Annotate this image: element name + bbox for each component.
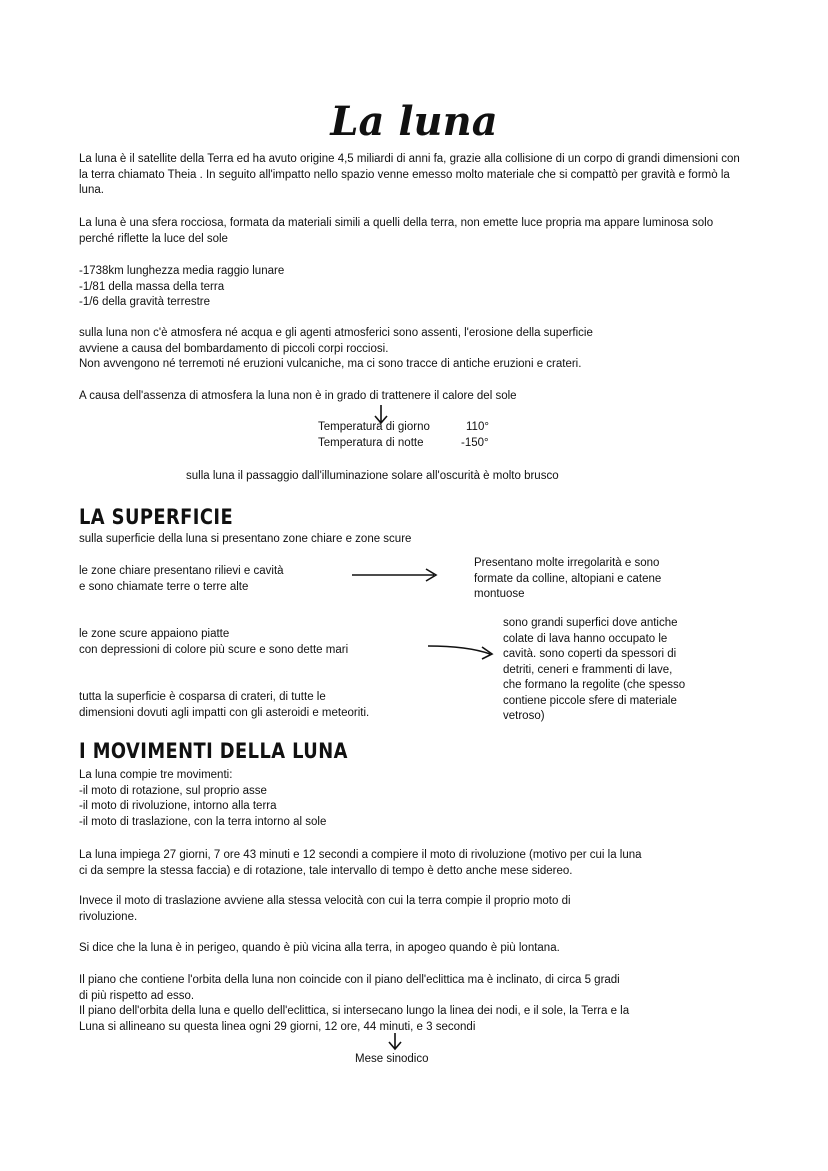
text-line: vetroso)	[503, 710, 545, 722]
list-item: -il moto di traslazione, con la terra intorno al sole	[79, 815, 327, 828]
temp-day-label: Temperatura di giorno	[318, 421, 430, 433]
page-title: La luna	[330, 98, 498, 145]
text-line: Non avvengono né terremoti né eruzioni vulcaniche, ma ci sono tracce di antiche eruzioni e crateri.	[79, 358, 582, 370]
text-line: colate di lava hanno occupato le	[503, 632, 668, 645]
intro-paragraph-heat: A causa dell'assenza di atmosfera la luna non è in grado di trattenere il calore del sole	[79, 390, 517, 402]
text-line: sulla luna non c'è atmosfera né acqua e gli agenti atmosferici sono assenti, l'erosione della superficie	[79, 327, 593, 339]
perigee-paragraph: Si dice che la luna è in perigeo, quando è più vicina alla terra, in apogeo quando è più lontana.	[79, 942, 560, 954]
text-line: Il piano dell'orbita della luna e quello dell'eclittica, si intersecano lungo la linea dei nodi, e il sole, la Terra e la	[79, 1005, 630, 1017]
temp-night-label: Temperatura di notte	[318, 436, 424, 449]
text-line: e sono chiamate terre o terre alte	[79, 580, 249, 593]
text-line: le zone chiare presentano rilievi e cavità	[79, 565, 284, 577]
text-line: Invece il moto di traslazione avviene alla stessa velocità con cui la terra compie il proprio moto di	[79, 895, 571, 907]
intro-paragraph-composition: La luna è una sfera rocciosa, formata da materiali simili a quelli della terra, non emette luce propria ma appare luminosa solo perché riflette la luce del sole	[79, 217, 714, 245]
temp-day-value: 110°	[466, 421, 489, 433]
orbit-paragraph	[79, 973, 749, 1035]
list-item: -il moto di rotazione, sul proprio asse	[79, 784, 267, 797]
fact-item: -1/81 della massa della terra	[79, 280, 225, 293]
text-line: avviene a causa del bombardamento di piccoli corpi rocciosi.	[79, 342, 389, 355]
synodic-month-label: Mese sinodico	[355, 1053, 429, 1065]
right-arrow-icon	[426, 641, 498, 661]
revolution-paragraph	[79, 848, 749, 879]
list-item: -il moto di rivoluzione, intorno alla terra	[79, 800, 277, 812]
right-arrow-icon	[350, 566, 442, 584]
text-line: La luna impiega 27 giorni, 7 ore 43 minuti e 12 secondi a compiere il moto di rivoluzione (motivo per cui la luna	[79, 849, 642, 861]
dark-zones-description	[79, 627, 429, 658]
text-line: che formano la regolite (che spesso	[503, 679, 686, 691]
text-line: contiene piccole sfere di materiale	[503, 694, 677, 707]
down-arrow-icon	[386, 1032, 404, 1052]
intro-paragraph-transition: sulla luna il passaggio dall'illuminazione solare all'oscurità è molto brusco	[186, 470, 559, 482]
fact-item: -1/6 della gravità terrestre	[79, 296, 211, 308]
text-line: rivoluzione.	[79, 910, 138, 923]
section-heading-movimenti: I MOVIMENTI DELLA LUNA	[79, 739, 348, 763]
intro-paragraph-atmosphere	[79, 326, 749, 373]
text-line: tutta la superficie è cosparsa di crateri, di tutte le	[79, 691, 326, 703]
text-line: dimensioni dovuti agli impatti con gli asteroidi e meteoriti.	[79, 706, 370, 719]
temperature-table	[318, 420, 578, 451]
translation-paragraph	[79, 894, 749, 925]
text-line: formate da colline, altopiani e catene	[474, 572, 662, 585]
text-line: di più rispetto ad esso.	[79, 989, 195, 1002]
craters-description	[79, 690, 459, 721]
fact-item: -1738km lunghezza media raggio lunare	[79, 265, 285, 277]
text-line: Il piano che contiene l'orbita della luna non coincide con il piano dell'eclittica ma è inclinato, di circa 5 gradi	[79, 974, 620, 986]
temp-night-value: -150°	[461, 436, 489, 449]
text-line: le zone scure appaiono piatte	[79, 628, 230, 640]
light-zones-description	[79, 564, 379, 595]
text-line: detriti, ceneri e frammenti di lave,	[503, 663, 673, 676]
text-line: ci da sempre la stessa faccia) e di rotazione, tale intervallo di tempo è detto anche mese sidereo.	[79, 864, 573, 877]
text-line: con depressioni di colore più scure e sono dette mari	[79, 643, 349, 656]
text-line: La luna compie tre movimenti:	[79, 769, 233, 781]
text-line: Luna si allineano su questa linea ogni 29 giorni, 12 ore, 44 minuti, e 3 secondi	[79, 1020, 476, 1033]
intro-paragraph-origin: La luna è il satellite della Terra ed ha avuto origine 4,5 miliardi di anni fa, grazie alla collisione di un corpo di grandi dimensioni con la terra chiamato Theia . In seguito all'impatto nello spazio venne emesso molto materiale che si compattò per gravità e formò la luna.	[79, 153, 740, 196]
light-zones-detail	[474, 556, 754, 603]
facts-list	[79, 264, 749, 311]
dark-zones-detail	[503, 616, 753, 725]
superficie-intro: sulla superficie della luna si presentano zone chiare e zone scure	[79, 533, 412, 545]
text-line: cavità. sono coperti da spessori di	[503, 648, 677, 660]
text-line: montuose	[474, 588, 525, 600]
text-line: sono grandi superfici dove antiche	[503, 617, 678, 629]
movements-list	[79, 768, 749, 830]
section-heading-superficie: LA SUPERFICIE	[79, 505, 234, 529]
text-line: Presentano molte irregolarità e sono	[474, 557, 660, 569]
